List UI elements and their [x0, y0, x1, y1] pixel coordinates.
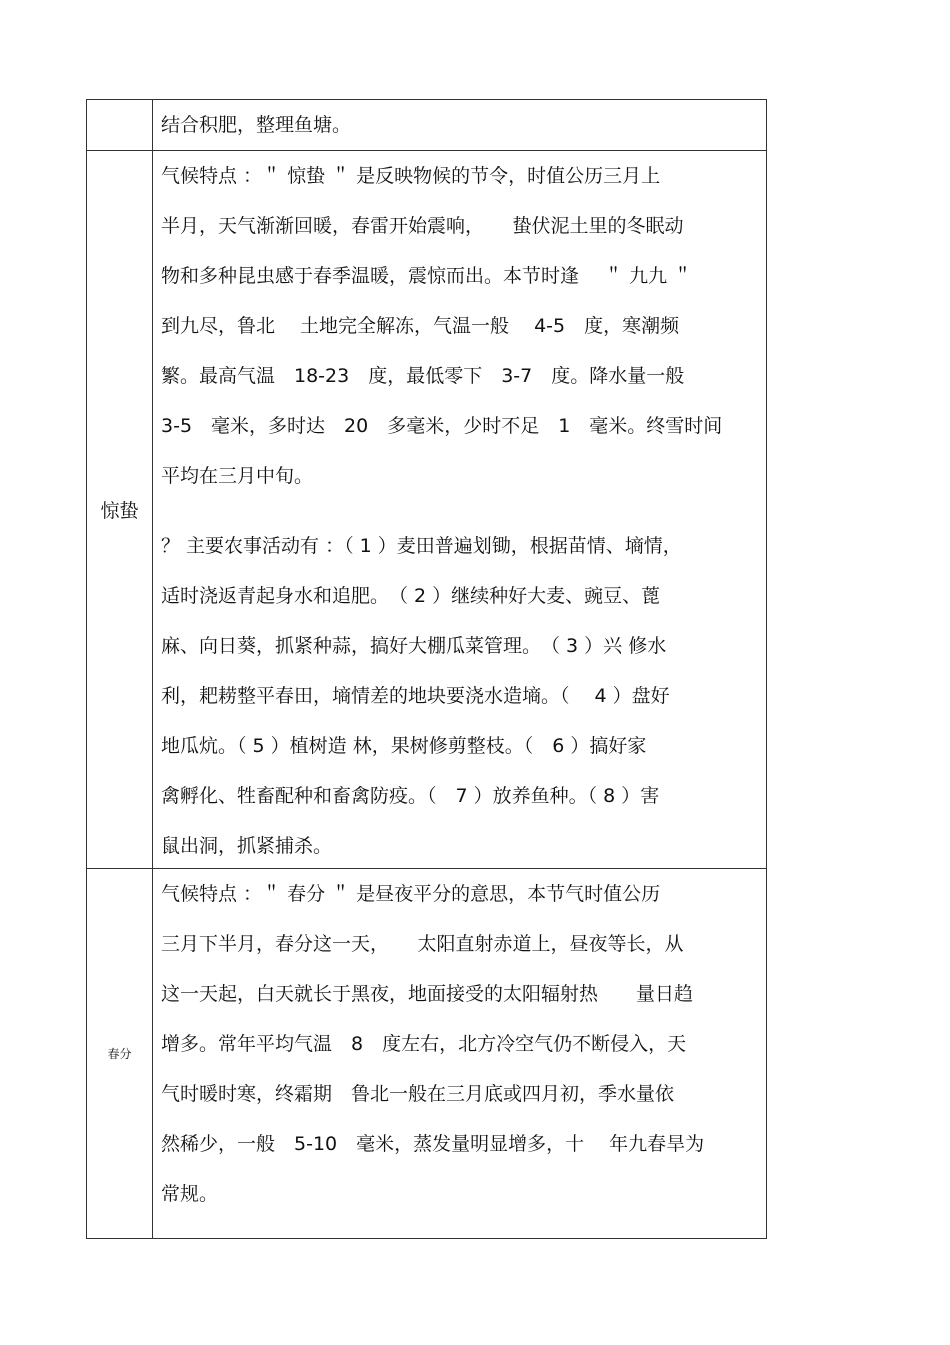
text-line: 鼠出洞，抓紧捕杀。 — [161, 835, 333, 857]
text-line: 三月下半月，春分这一天， 太阳直射赤道上，昼夜等长，从 — [161, 933, 684, 955]
text-line: 气时暖时寒，终霜期 鲁北一般在三月底或四月初，季水量依 — [161, 1083, 675, 1105]
table-row — [87, 100, 767, 151]
term-description — [153, 869, 766, 1238]
term-description — [153, 151, 766, 868]
term-label — [87, 100, 153, 150]
text-line: ？ 主要农事活动有 ：（ 1 ）麦田普遍划锄，根据苗情、墒情， — [161, 535, 682, 557]
text-line: 半月，天气渐渐回暖，春雷开始震响， 蛰伏泥土里的冬眠动 — [161, 215, 684, 237]
text-line: 气候特点 ：＂ 惊蛰 ＂ 是反映物候的节令，时值公历三月上 — [161, 165, 661, 187]
term-label: 春分 — [87, 869, 153, 1238]
text-line: 适时浇返青起身水和追肥。 （ 2 ）继续种好大麦、豌豆、蓖 — [161, 585, 661, 607]
text-line: 到九尽，鲁北 土地完全解冻，气温一般 4-5 度，寒潮频 — [161, 315, 680, 337]
text-line: 常规。 — [161, 1183, 219, 1205]
text-line: 麻、向日葵，抓紧种蒜，搞好大棚瓜菜管理。 （ 3 ）兴 修水 — [161, 635, 667, 657]
term-description — [153, 100, 766, 150]
term-label: 惊蛰 — [87, 151, 153, 868]
text-line: 禽孵化、牲畜配种和畜禽防疫。（ 7 ）放养鱼种。（ 8 ）害 — [161, 785, 660, 807]
paragraph-gap — [161, 501, 756, 521]
text-line: 利，耙耢整平春田，墒情差的地块要浇水造墒。（ 4 ）盘好 — [161, 685, 670, 707]
text-line: 物和多种昆虫感于春季温暖，震惊而出。本节时逢 ＂ 九九 ＂ — [161, 265, 693, 287]
text-line: 增多。常年平均气温 8 度左右，北方冷空气仍不断侵入，天 — [161, 1033, 687, 1055]
table-row — [87, 151, 767, 869]
agri-solar-terms-table — [86, 99, 767, 1239]
text-line: 气候特点 ：＂ 春分 ＂ 是昼夜平分的意思，本节气时值公历 — [161, 883, 661, 905]
text-line: 地瓜炕。（ 5 ）植树造 林，果树修剪整枝。（ 6 ）搞好家 — [161, 735, 647, 757]
table-row — [87, 869, 767, 1239]
text-line: 结合积肥，整理鱼塘。 — [161, 114, 352, 136]
text-line: 这一天起，白天就长于黑夜，地面接受的太阳辐射热 量日趋 — [161, 983, 694, 1005]
text-line: 然稀少，一般 5-10 毫米，蒸发量明显增多，十 年九春旱为 — [161, 1133, 705, 1155]
text-line: 繁。最高气温 18-23 度，最低零下 3-7 度。降水量一般 — [161, 365, 685, 387]
text-line: 平均在三月中旬。 — [161, 465, 314, 487]
text-line: 3-5 毫米，多时达 20 多毫米，少时不足 1 毫米。终雪时间 — [161, 415, 723, 437]
